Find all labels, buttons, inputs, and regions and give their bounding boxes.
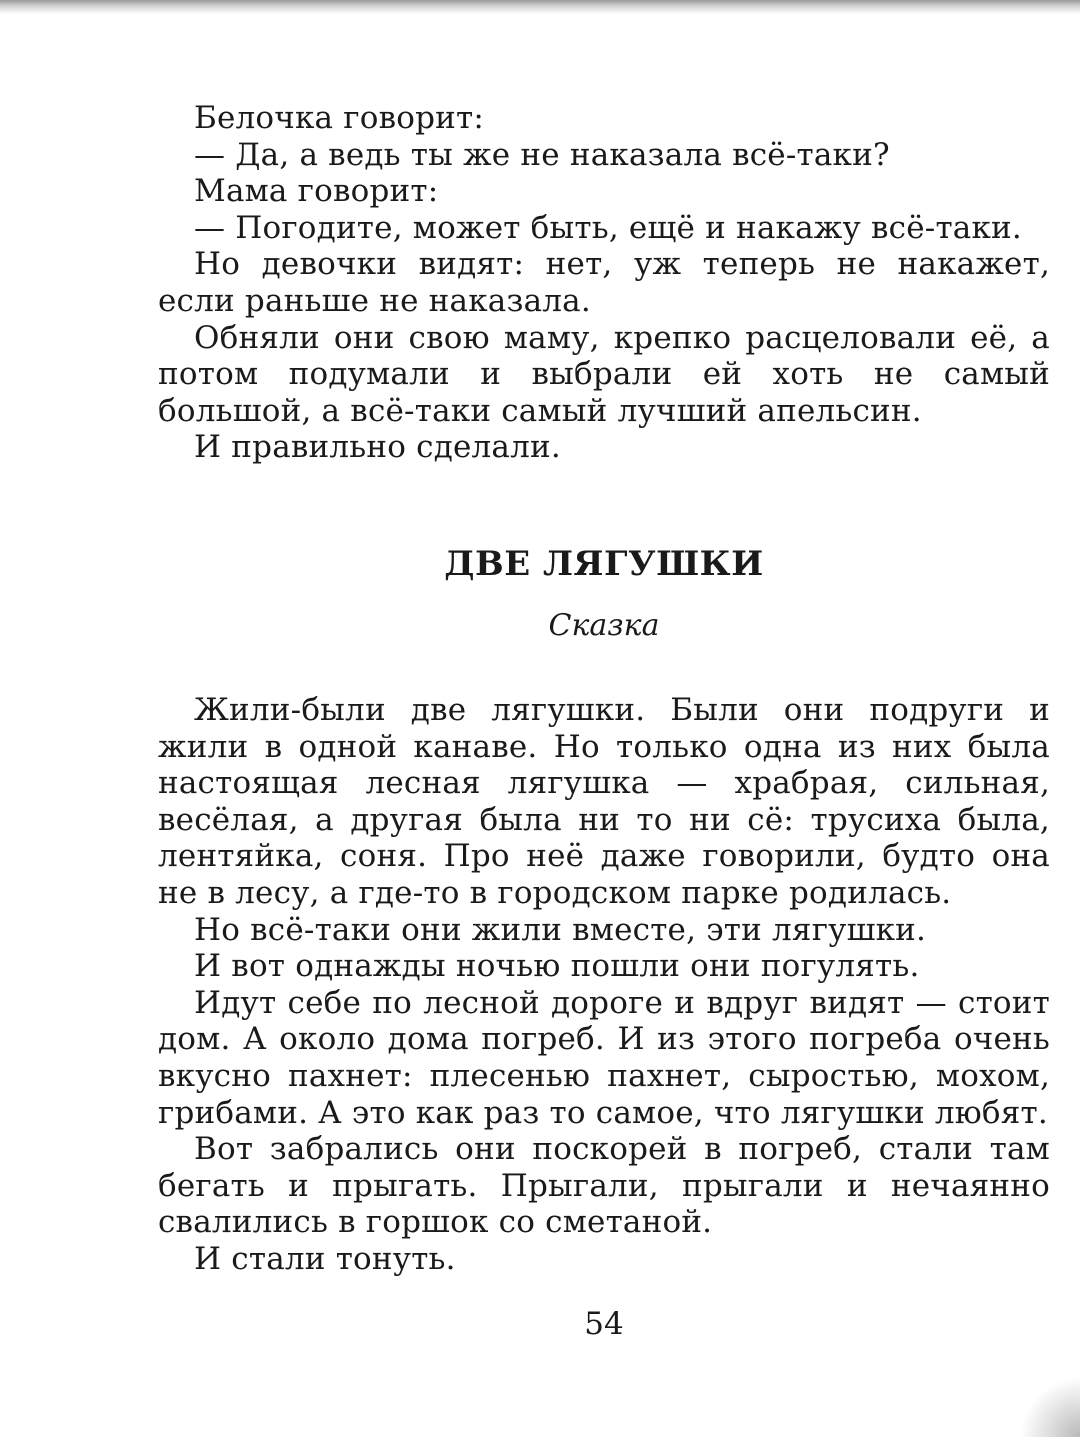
scan-corner-shadow xyxy=(1020,1377,1080,1437)
paragraph: Обняли они свою маму, крепко расцеловали её, а потом подумали и выбрали ей хоть не самый большой, а всё-таки самый лучший апельсин. xyxy=(158,319,1050,429)
paragraph: Но девочки видят: нет, уж теперь не накажет, если раньше не наказала. xyxy=(158,246,1050,319)
paragraph: Вот забрались они поскорей в погреб, стали там бегать и прыгать. Прыгали, прыгали и нечаянно свалились в горшок со сметаной. xyxy=(158,1131,1050,1241)
paragraph: И правильно сделали. xyxy=(194,429,561,466)
paragraph: — Погодите, может быть, ещё и накажу всё-таки. xyxy=(194,209,1022,246)
paragraph: Мама говорит: xyxy=(194,173,439,210)
story-subtitle: Сказка xyxy=(548,608,660,643)
paragraph: Жили-были две лягушки. Были они подруги и жили в одной канаве. Но только одна из них была настоящая лесная лягушка — храбрая, сильная, весёлая, а другая была ни то ни сё: трусиха была, лентяйка, соня. Про неё даже говорили, будто она не в лесу, а где-то в городском парке родилась. xyxy=(158,692,1050,911)
paragraph: И стали тонуть. xyxy=(194,1240,456,1277)
paragraph: И вот однажды ночью пошли они погулять. xyxy=(194,948,920,985)
story-text xyxy=(158,692,1050,1278)
paragraph: Белочка говорит: xyxy=(194,100,485,136)
story-ending-text xyxy=(158,100,1050,466)
paragraph: — Да, а ведь ты же не наказала всё-таки? xyxy=(194,136,890,173)
scan-top-edge xyxy=(0,0,1080,14)
story-title: ДВЕ ЛЯГУШКИ xyxy=(444,544,764,584)
paragraph: Идут себе по лесной дороге и вдруг видят — стоит дом. А около дома погреб. И из этого погреба очень вкусно пахнет: плесенью пахнет, сыростью, мохом, грибами. А это как раз то самое, что лягушки любят. xyxy=(158,984,1050,1131)
page-number: 54 xyxy=(584,1306,624,1342)
paragraph: Но всё-таки они жили вместе, эти лягушки. xyxy=(194,911,927,948)
